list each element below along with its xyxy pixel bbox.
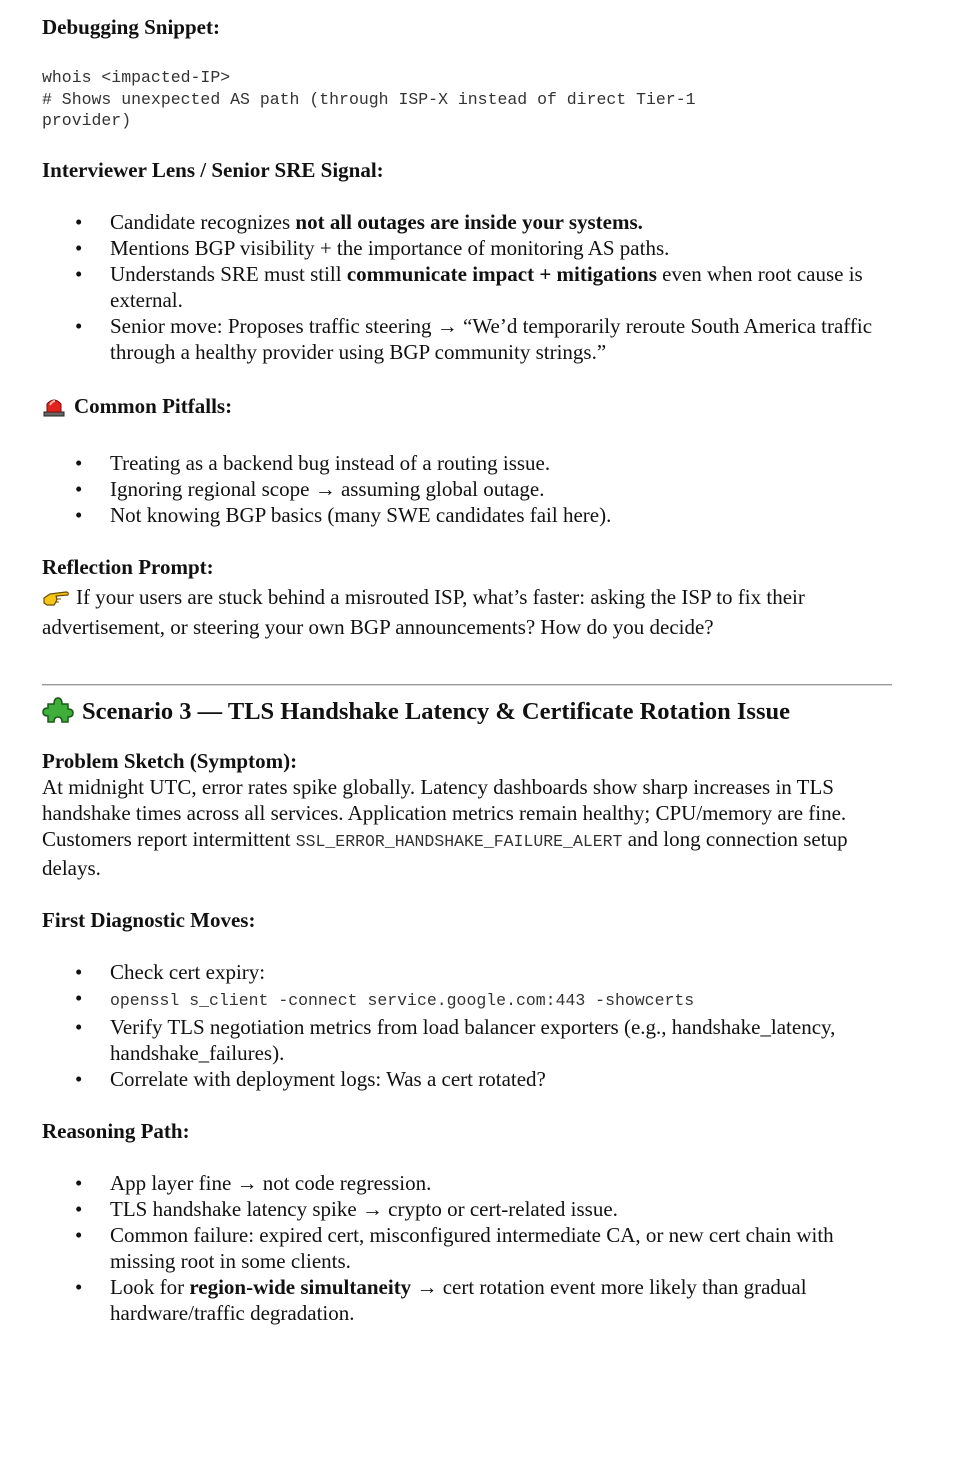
problem-text [42,774,902,881]
inline-code: SSL_ERROR_HANDSHAKE_FAILURE_ALERT [295,831,623,851]
list-item [42,1274,902,1326]
problem-heading: Problem Sketch (Symptom): [42,748,298,773]
inline-code: openssl s_client -connect service.google.com:443 -showcerts [110,990,695,1010]
reflection-text-content: If your users are stuck behind a misrouted ISP, what’s faster: asking the ISP to fix their advertisement, or steering your own BGP announcements? How do you decide? [42,584,805,639]
list-item: • Common failure: expired cert, misconfigured intermediate CA, or new cert chain with missing root in some clients. [42,1222,902,1274]
list-item-text: Understands SRE must still [110,261,347,286]
reasoning-list [42,1170,902,1326]
pitfalls-list [42,450,902,528]
list-item-bold: communicate impact + mitigations [346,261,657,286]
list-item-text: Candidate recognizes [110,209,296,234]
problem-text-part: and long connection setup delays. [42,826,848,880]
code-line: whois <impacted-IP> [42,68,231,87]
list-item [42,313,902,365]
diagnostic-list [42,959,902,1092]
list-item-text: Mentions BGP visibility + the importance of monitoring AS paths. [110,235,670,260]
reflection-text [42,584,902,640]
list-item [42,261,902,313]
list-item: • Verify TLS negotiation metrics from load balancer exporters (e.g., handshake_latency, handshake_failures). [42,1014,902,1066]
list-item [42,209,902,235]
reflection-heading: Reflection Prompt: [42,554,214,579]
code-line: # Shows unexpected AS path (through ISP-X instead of direct Tier-1 [42,89,696,109]
list-item: • TLS handshake latency spike → crypto or cert-related issue. [42,1196,902,1222]
lens-heading: Interviewer Lens / Senior SRE Signal: [42,157,384,182]
debug-heading: Debugging Snippet: [42,15,220,39]
list-item: • Ignoring regional scope → assuming global outage. [42,476,902,502]
debug-code-block [42,67,902,132]
puzzle-piece-icon [42,696,74,732]
problem-text-part: At midnight UTC, error rates spike globally. Latency dashboards show sharp increases in TLS handshake times across all services. Application metrics remain healthy; CPU/memory are fine. Customers report intermittent [42,774,847,851]
list-item: • Check cert expiry: [42,959,902,985]
list-item: • Correlate with deployment logs: Was a cert rotated? [42,1066,902,1092]
list-item: • Treating as a backend bug instead of a routing issue. [42,450,902,476]
pointing-hand-icon [42,588,70,614]
scenario-title-text: Scenario 3 — TLS Handshake Latency & Certificate Rotation Issue [82,697,790,725]
list-item-bold: not all outages are inside your systems. [295,209,643,234]
pitfalls-heading-text: Common Pitfalls: [74,393,233,418]
lens-list [42,209,902,365]
list-item-text: Senior move: Proposes traffic steering → “We’d temporarily reroute South America traffic through a healthy provider using BGP community strings.” [110,313,873,364]
siren-icon [42,395,66,423]
document-page [42,14,902,1326]
list-item [42,985,902,1014]
pitfalls-heading [42,393,902,423]
list-item-bold: region-wide simultaneity [189,1274,412,1299]
list-item-text: Look for [110,1274,190,1299]
list-item [42,235,902,261]
list-item: • App layer fine → not code regression. [42,1170,902,1196]
list-item-text: even when root cause is external. [110,261,863,312]
diagnostic-heading: First Diagnostic Moves: [42,907,256,932]
reasoning-heading: Reasoning Path: [42,1118,190,1143]
code-line: provider) [42,111,132,130]
list-item-text: → cert rotation event more likely than gradual hardware/traffic degradation. [110,1274,807,1325]
list-item: • Not knowing BGP basics (many SWE candidates fail here). [42,502,902,528]
scenario-title [42,696,902,732]
